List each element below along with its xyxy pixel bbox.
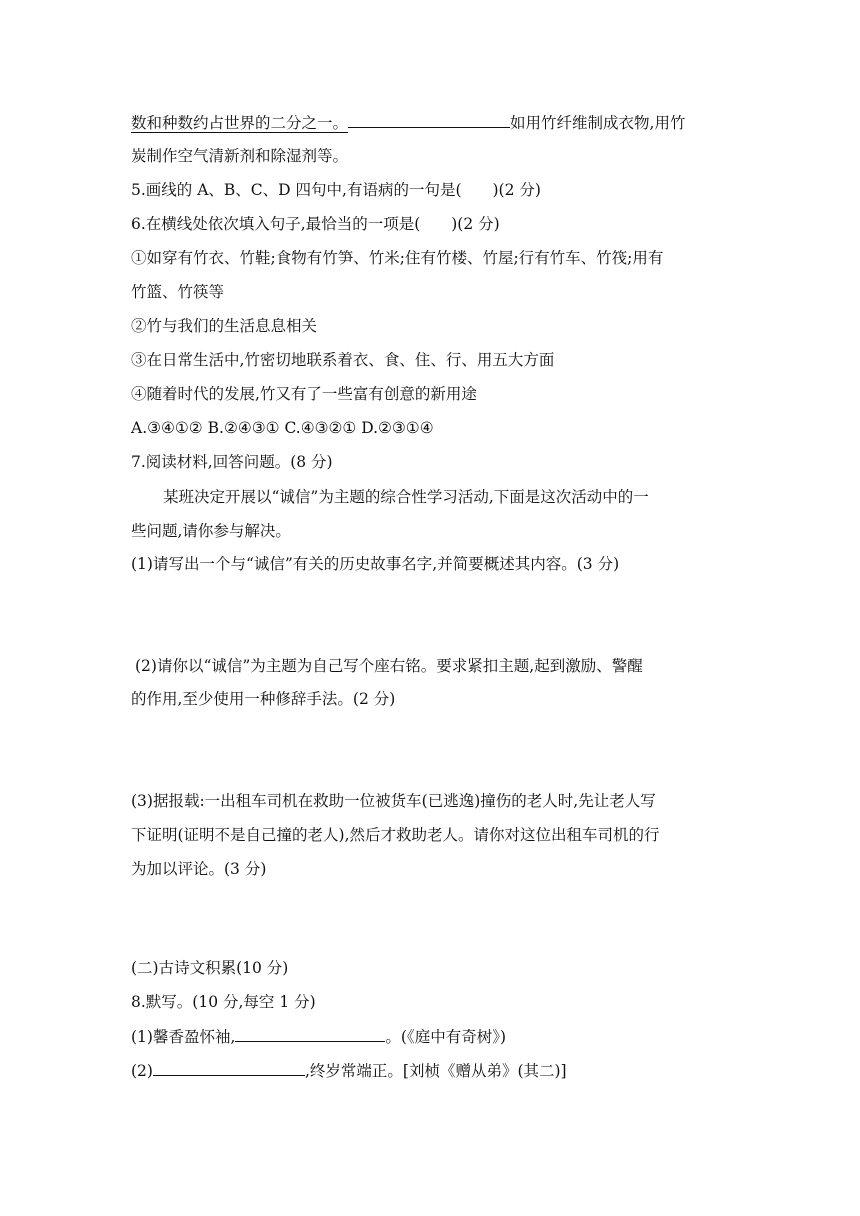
sentence-3: ③在日常生活中,竹密切地联系着衣、食、住、行、用五大方面 xyxy=(131,351,555,369)
underlined-sentence-d: 数和种数约占世界的二分之一。 xyxy=(131,114,349,132)
question-7-2-line-2: 的作用,至少使用一种修辞手法。(2 分) xyxy=(131,690,396,708)
answer-options: A.③④①② B.②④③① C.④③②① D.②③①④ xyxy=(131,419,434,437)
question-8-1 xyxy=(131,1025,506,1048)
question-5: 5.画线的 A、B、C、D 四句中,有语病的一句是( )(2 分) xyxy=(131,181,541,199)
answer-blank[interactable] xyxy=(348,111,510,128)
question-7-intro-line-1: 某班决定开展以“诚信”为主题的综合性学习活动,下面是这次活动中的一 xyxy=(163,488,649,506)
passage-text: 如用竹纤维制成衣物,用竹 xyxy=(510,114,686,132)
question-6: 6.在横线处依次填入句子,最恰当的一项是( )(2 分) xyxy=(131,215,500,233)
answer-blank[interactable] xyxy=(235,1025,385,1042)
question-8: 8.默写。(10 分,每空 1 分) xyxy=(131,993,316,1011)
question-8-2 xyxy=(131,1059,567,1082)
question-8-1-source: 。(《庭中有奇树》) xyxy=(385,1028,506,1046)
question-8-2-source: ,终岁常端正。[刘桢《赠从弟》(其二)] xyxy=(304,1062,567,1080)
question-7: 7.阅读材料,回答问题。(8 分) xyxy=(131,453,333,471)
question-7-3-line-1: (3)据报载:一出租车司机在救助一位被货车(已逃逸)撞伤的老人时,先让老人写 xyxy=(131,792,656,810)
question-7-2-line-1: (2)请你以“诚信”为主题为自己写个座右铭。要求紧扣主题,起到激励、警醒 xyxy=(135,657,643,675)
passage-line-2: 炭制作空气清新剂和除湿剂等。 xyxy=(131,147,349,165)
section-2-heading: (二)古诗文积累(10 分) xyxy=(131,959,289,977)
question-7-1: (1)请写出一个与“诚信”有关的历史故事名字,并简要概述其内容。(3 分) xyxy=(131,555,620,573)
sentence-1-line-1: ①如穿有竹衣、竹鞋;食物有竹笋、竹米;住有竹楼、竹屋;行有竹车、竹筏;用有 xyxy=(131,249,664,267)
question-7-intro-line-2: 些问题,请你参与解决。 xyxy=(131,522,291,540)
question-7-3-line-3: 为加以评论。(3 分) xyxy=(131,860,267,878)
sentence-1-line-2: 竹篮、竹筷等 xyxy=(131,283,225,301)
question-8-1-prefix: (1)馨香盈怀袖, xyxy=(131,1028,236,1046)
sentence-2: ②竹与我们的生活息息相关 xyxy=(131,317,318,335)
answer-blank[interactable] xyxy=(153,1059,305,1076)
question-8-2-prefix: (2) xyxy=(131,1062,153,1080)
passage-line-1 xyxy=(131,111,685,134)
question-7-3-line-2: 下证明(证明不是自己撞的老人),然后才救助老人。请你对这位出租车司机的行 xyxy=(131,826,660,844)
sentence-4: ④随着时代的发展,竹又有了一些富有创意的新用途 xyxy=(131,385,477,403)
